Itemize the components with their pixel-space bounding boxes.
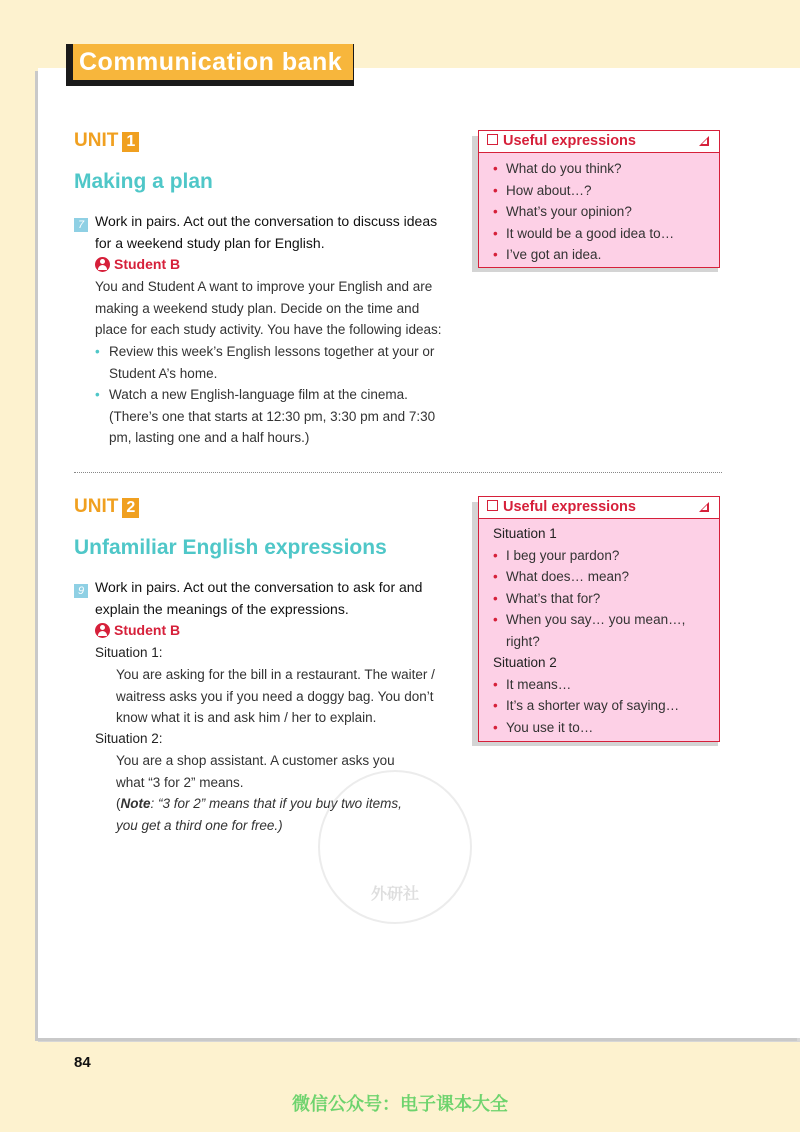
list-item: • I’ve got an idea. [493, 244, 709, 266]
useful-expressions-box-2 [478, 496, 720, 742]
student-name: Student B [114, 256, 181, 272]
corner-triangle-icon [699, 502, 709, 512]
list-item: • Review this week’s English lessons together at your or Student A’s home. [95, 341, 455, 384]
checkbox-square-icon [487, 500, 498, 511]
list-item: • Watch a new English-language film at the cinema. (There’s one that starts at 12:30 pm, 3:30 pm and 7:30 pm, lasting one and a half hours.) [95, 384, 455, 449]
expression-list [479, 545, 719, 653]
useful-expressions-box-1 [478, 130, 720, 268]
checkbox-square-icon [487, 134, 498, 145]
list-item: • What’s that for? [493, 588, 709, 610]
exercise-instruction: Work in pairs. Act out the conversation to discuss ideas for a weekend study plan for English. [95, 213, 438, 251]
list-item: • What do you think? [493, 158, 709, 180]
box-header [479, 497, 719, 519]
box-title: Useful expressions [503, 133, 636, 149]
situation-2-label: Situation 2: [95, 731, 163, 746]
list-item: • You use it to… [493, 717, 709, 739]
box-title: Useful expressions [503, 499, 636, 515]
situation-1-label: Situation 1: [95, 645, 163, 660]
exercise-number: 7 [74, 218, 88, 232]
list-item: • When you say… you mean…, right? [493, 609, 709, 652]
unit-2-label [74, 496, 139, 518]
unit-word: UNIT [74, 496, 119, 517]
list-item: • It means… [493, 674, 709, 696]
box-header [479, 131, 719, 153]
list-item: • I beg your pardon? [493, 545, 709, 567]
list-item: • What does… mean? [493, 566, 709, 588]
exercise-instruction: Work in pairs. Act out the conversation to ask for and explain the meanings of the expressions. [95, 579, 423, 617]
idea-list [95, 341, 455, 449]
student-label [95, 256, 180, 272]
situation-1-text: You are asking for the bill in a restaurant. The waiter / waitress asks you if you need a doggy bag. You don’t know what it is and ask him / her to explain. [116, 667, 435, 725]
list-item: • How about…? [493, 180, 709, 202]
exercise-body: You and Student A want to improve your English and are making a weekend study plan. Decide on the time and place for each study activity. You have the following ideas: [95, 279, 442, 337]
note-prefix: ( [116, 796, 121, 811]
note-label: Note [120, 796, 151, 811]
box-situation-2: Situation 2 [493, 655, 557, 670]
situation-2-text: You are a shop assistant. A customer asks you what “3 for 2” means. [116, 753, 395, 790]
student-name: Student B [114, 622, 181, 638]
unit-word: UNIT [74, 130, 119, 151]
unit-2-title: Unfamiliar English expressions [74, 536, 387, 559]
student-label [95, 622, 180, 638]
page-number: 84 [74, 1054, 91, 1071]
expression-list [479, 674, 719, 739]
list-item: • What’s your opinion? [493, 201, 709, 223]
note-text: : “3 for 2” means that if you buy two items, you get a third one for free.) [116, 796, 402, 833]
user-icon [95, 623, 110, 638]
publisher-watermark [318, 770, 472, 924]
unit-number: 1 [122, 132, 139, 152]
box-situation-1: Situation 1 [493, 526, 557, 541]
banner-title: Communication bank [73, 44, 353, 80]
user-icon [95, 257, 110, 272]
unit-1-label [74, 130, 139, 152]
unit-1-title: Making a plan [74, 170, 213, 193]
corner-triangle-icon [699, 136, 709, 146]
footer-text: 微信公众号：电子课本大全 [292, 1094, 508, 1114]
expression-list [479, 153, 719, 266]
unit-number: 2 [122, 498, 139, 518]
watermark-text: 外研社 [370, 886, 419, 903]
list-item: • It’s a shorter way of saying… [493, 695, 709, 717]
list-item: • It would be a good idea to… [493, 223, 709, 245]
exercise-number: 9 [74, 584, 88, 598]
section-divider [74, 472, 722, 473]
